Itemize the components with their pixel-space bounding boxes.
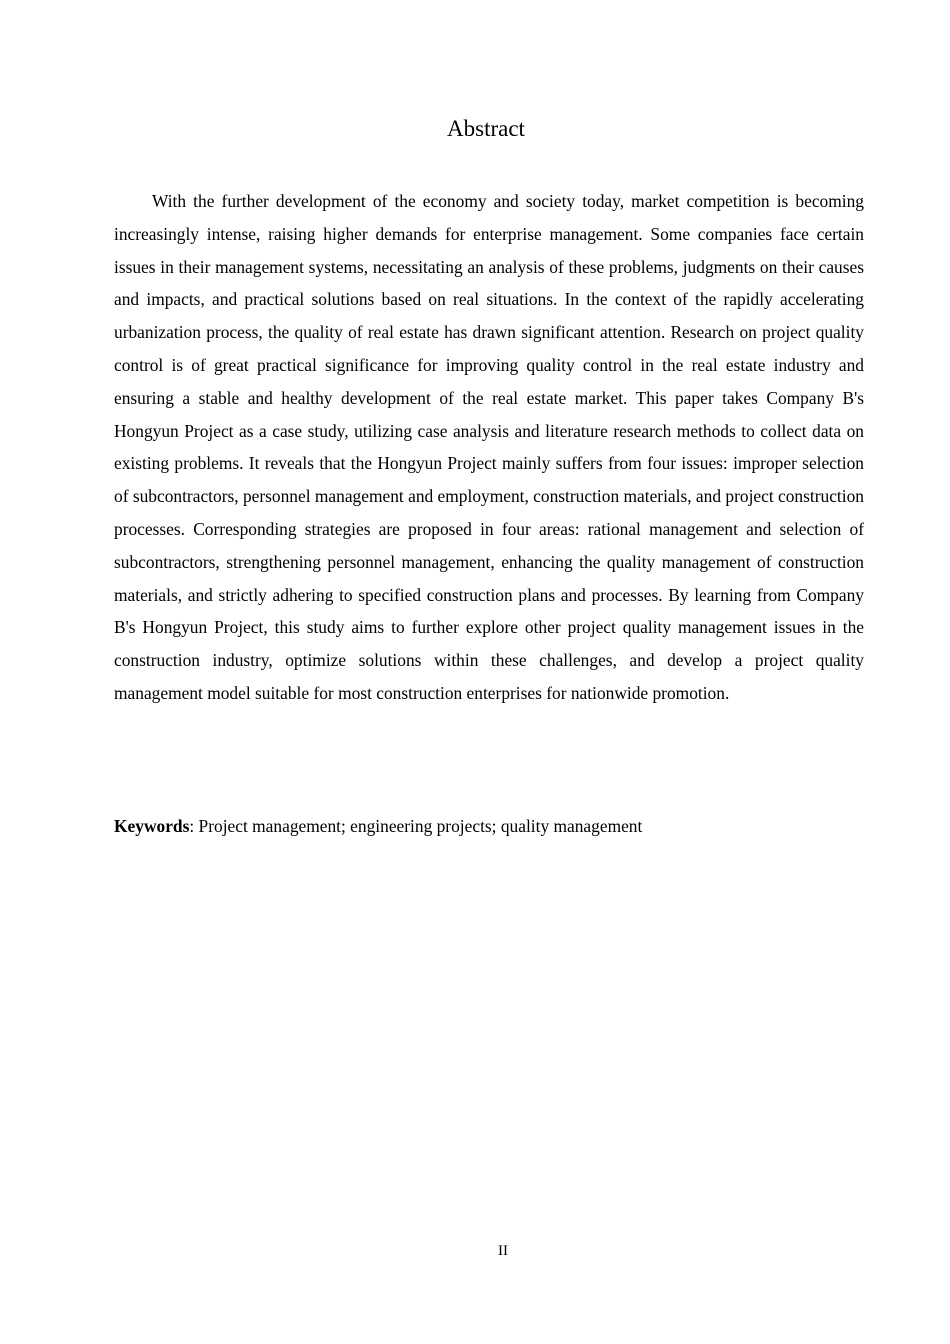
keywords-separator: : [189,816,199,836]
page-number: II [498,1243,508,1259]
keywords-text: Project management; engineering projects; quality management [198,816,643,836]
abstract-title: Abstract [447,116,525,141]
abstract-body: With the further development of the economy and society today, market competition is becoming increasingly intense, raising higher demands for enterprise management. Some companies face certain issues in their management systems, necessitating an analysis of these problems, judgments on their causes and impacts, and practical solutions based on real situations. In the context of the rapidly accelerating urbanization process, the quality of real estate has drawn significant attention. Research on project quality control is of great practical significance for improving quality control in the real estate industry and ensuring a stable and healthy development of the real estate market. This paper takes Company B's Hongyun Project as a case study, utilizing case analysis and literature research methods to collect data on existing problems. It reveals that the Hongyun Project mainly suffers from four issues: improper selection of subcontractors, personnel management and employment, construction materials, and project construction processes. Corresponding strategies are proposed in four areas: rational management and selection of subcontractors, strengthening personnel management, enhancing the quality management of construction materials, and strictly adhering to specified construction plans and processes. By learning from Company B's Hongyun Project, this study aims to further explore other project quality management issues in the construction industry, optimize solutions within these challenges, and develop a project quality management model suitable for most construction enterprises for nationwide promotion. [114,191,864,703]
keywords-label: Keywords [114,816,190,836]
keywords-line [114,811,864,841]
